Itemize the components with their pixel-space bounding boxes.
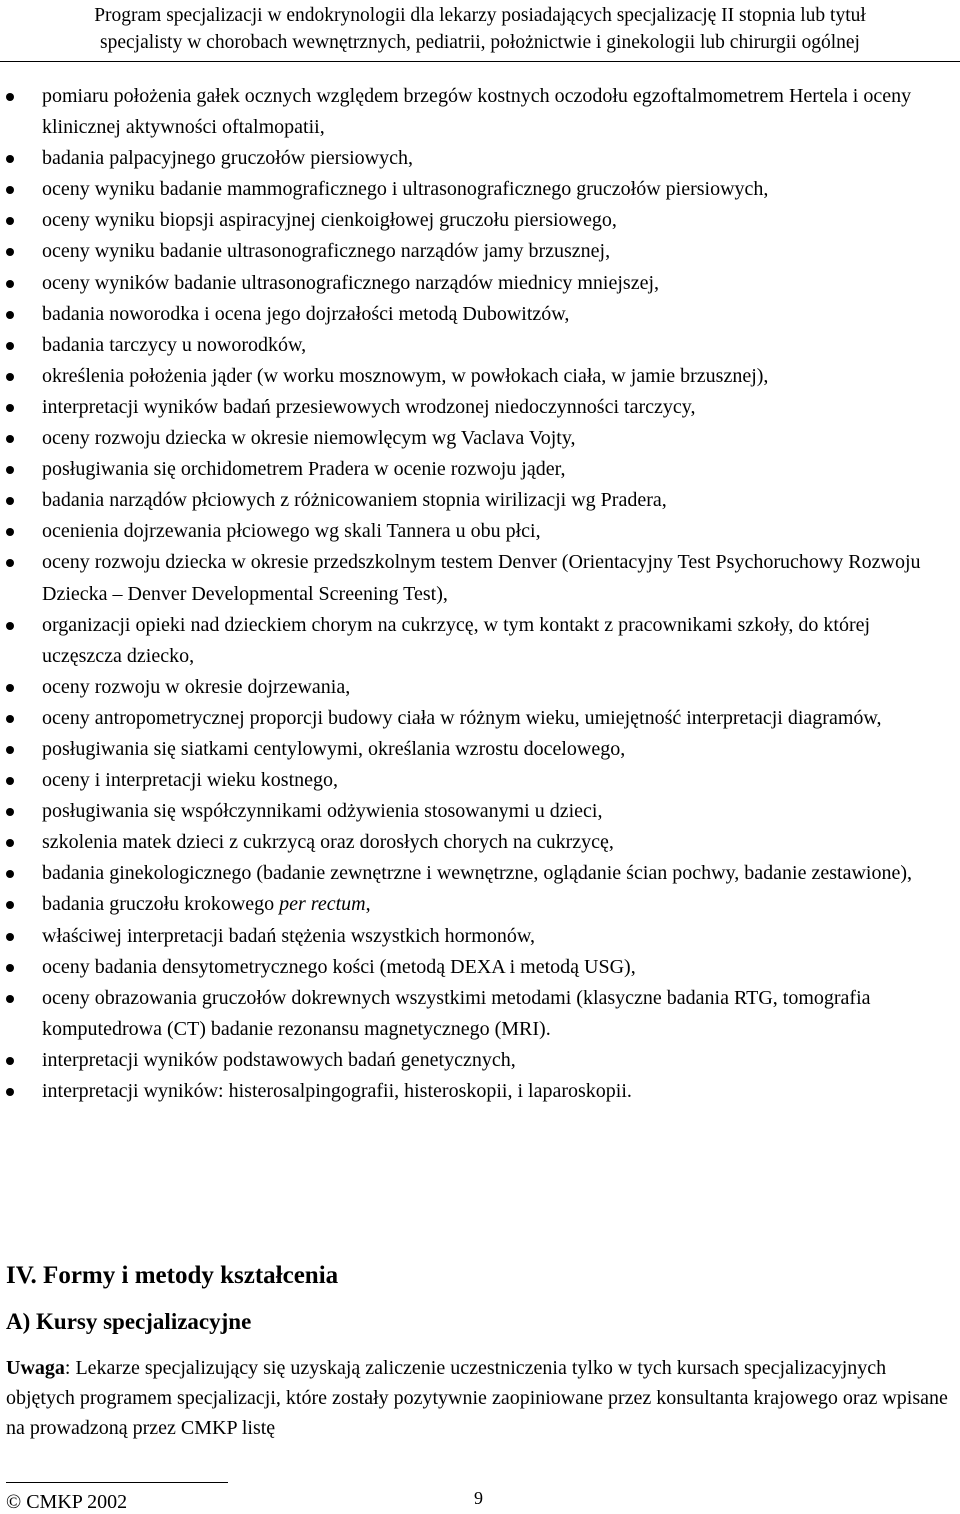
list-item-text <box>42 827 954 858</box>
list-item <box>0 236 960 267</box>
bullet-icon <box>6 933 14 941</box>
list-item-text <box>42 672 954 703</box>
list-item-main-text: oceny badania densytometrycznego kości (metodą DEXA i metodą USG), <box>42 955 636 978</box>
footer-divider <box>6 1482 228 1483</box>
list-item <box>0 672 960 703</box>
list-item-italic-text: per rectum <box>279 893 366 916</box>
list-item-main-text: ocenienia dojrzewania płciowego wg skali Tannera u obu płci, <box>42 520 541 543</box>
bullet-icon <box>6 1088 14 1096</box>
list-item <box>0 361 960 392</box>
bullet-icon <box>6 715 14 723</box>
list-item-main-text: oceny wyniku badanie ultrasonograficznego narządów jamy brzusznej, <box>42 240 611 263</box>
section-heading: IV. Formy i metody kształcenia <box>6 1262 339 1289</box>
bullet-icon <box>6 995 14 1003</box>
list-item <box>0 516 960 547</box>
list-item-main-text: oceny wyniku badanie mammograficznego i ultrasonograficznego gruczołów piersiowych, <box>42 178 769 201</box>
list-item-text <box>42 392 954 423</box>
list-item <box>0 734 960 765</box>
list-item-text <box>42 889 954 920</box>
list-item-main-text: określenia położenia jąder (w worku mosznowym, w powłokach ciała, w jamie brzusznej), <box>42 364 769 387</box>
list-item-text <box>42 330 954 361</box>
list-item-text <box>42 299 954 330</box>
list-item <box>0 423 960 454</box>
list-item <box>0 547 960 609</box>
bullet-icon <box>6 217 14 225</box>
bullet-icon <box>6 559 14 567</box>
list-item <box>0 205 960 236</box>
list-item-text <box>42 547 954 609</box>
note-label: Uwaga <box>6 1357 65 1379</box>
list-item <box>0 796 960 827</box>
list-item-text <box>42 734 954 765</box>
note-text: : Lekarze specjalizujący się uzyskają zaliczenie uczestniczenia tylko w tych kursach specjalizacyjnych objętych programem specjalizacji, które zostały pozytywnie zaopiniowane przez konsultanta krajowego oraz wpisane na prowadzoną przez CMKP listę <box>6 1357 948 1439</box>
list-item-text <box>42 485 954 516</box>
list-item <box>0 330 960 361</box>
page-number: 9 <box>474 1488 483 1508</box>
bullet-icon <box>6 777 14 785</box>
list-item-main-text: szkolenia matek dzieci z cukrzycą oraz dorosłych chorych na cukrzycę, <box>42 831 614 854</box>
list-item-text <box>42 703 954 734</box>
bullet-icon <box>6 684 14 692</box>
list-item-text <box>42 796 954 827</box>
list-item <box>0 1045 960 1076</box>
header-line-1: Program specjalizacji w endokrynologii dla lekarzy posiadających specjalizację II stopnia lub tytuł <box>94 5 866 26</box>
list-item <box>0 392 960 423</box>
list-item <box>0 921 960 952</box>
list-item-text <box>42 454 954 485</box>
bullet-icon <box>6 311 14 319</box>
bullet-icon <box>6 186 14 194</box>
list-item-text <box>42 236 954 267</box>
list-item-text <box>42 983 954 1045</box>
list-item-main-text: oceny rozwoju dziecka w okresie przedszkolnym testem Denver (Orientacyjny Test Psychoruchowy Rozwoju Dziecka – Denver Developmental Screening Test), <box>42 551 921 605</box>
list-item-main-text: oceny antropometrycznej proporcji budowy ciała w różnym wieku, umiejętność interpretacji diagramów, <box>42 706 882 729</box>
header-divider <box>0 61 960 62</box>
header-line-2: specjalisty w chorobach wewnętrznych, pediatrii, położnictwie i ginekologii lub chirurgii ogólnej <box>100 32 860 53</box>
list-item-main-text: badania tarczycy u noworodków, <box>42 333 307 356</box>
list-item <box>0 81 960 143</box>
list-item-main-text: oceny wyników badanie ultrasonograficznego narządów miednicy mniejszej, <box>42 271 660 294</box>
list-item <box>0 983 960 1045</box>
list-item-text <box>42 268 954 299</box>
list-item-text <box>42 921 954 952</box>
bullet-icon <box>6 497 14 505</box>
list-item-main-text: badania gruczołu krokowego <box>42 893 280 916</box>
list-item <box>0 143 960 174</box>
skills-bullet-list <box>0 81 960 1107</box>
page-header <box>0 2 960 56</box>
list-item-main-text: interpretacji wyników: histerosalpingografii, histeroskopii, i laparoskopii. <box>42 1080 632 1102</box>
list-item <box>0 454 960 485</box>
list-item-main-text: pomiaru położenia gałek ocznych względem brzegów kostnych oczodołu egzoftalmometrem Hertela i oceny klinicznej aktywności oftalmopatii, <box>42 85 912 139</box>
list-item-text <box>42 1045 954 1076</box>
bullet-icon <box>6 528 14 536</box>
list-item-main-text: oceny rozwoju dziecka w okresie niemowlęcym wg Vaclava Vojty, <box>42 427 576 450</box>
list-item <box>0 889 960 920</box>
list-item <box>0 174 960 205</box>
list-item <box>0 268 960 299</box>
list-item <box>0 765 960 796</box>
bullet-icon <box>6 746 14 754</box>
bullet-icon <box>6 435 14 443</box>
list-item-text <box>42 81 954 143</box>
list-item-main-text: właściwej interpretacji badań stężenia wszystkich hormonów, <box>42 924 535 947</box>
list-item <box>0 858 960 889</box>
list-item-trailing-text: , <box>365 893 371 916</box>
list-item-text <box>42 143 954 174</box>
list-item-main-text: oceny rozwoju w okresie dojrzewania, <box>42 675 351 698</box>
list-item-main-text: interpretacji wyników podstawowych badań genetycznych, <box>42 1048 516 1071</box>
list-item <box>0 703 960 734</box>
list-item-main-text: badania noworodka i ocena jego dojrzałości metodą Dubowitzów, <box>42 302 570 325</box>
bullet-icon <box>6 964 14 972</box>
list-item-text <box>42 858 954 889</box>
bullet-icon <box>6 839 14 847</box>
list-item-text <box>42 361 954 392</box>
list-item-text <box>42 516 954 547</box>
list-item-main-text: posługiwania się orchidometrem Pradera w ocenie rozwoju jąder, <box>42 458 566 481</box>
list-item <box>0 827 960 858</box>
list-item-text <box>42 174 954 205</box>
bullet-icon <box>6 342 14 350</box>
list-item-main-text: oceny obrazowania gruczołów dokrewnych wszystkimi metodami (klasyczne badania RTG, tomografia komputedrowa (CT) badanie rezonansu magnetycznego (MRI). <box>42 986 871 1040</box>
list-item-text <box>42 765 954 796</box>
list-item-main-text: interpretacji wyników badań przesiewowych wrodzonej niedoczynności tarczycy, <box>42 395 696 418</box>
bullet-icon <box>6 622 14 630</box>
bullet-icon <box>6 404 14 412</box>
list-item-text <box>42 205 954 236</box>
note-paragraph <box>6 1353 956 1443</box>
list-item-main-text: badania narządów płciowych z różnicowaniem stopnia wirilizacji wg Pradera, <box>42 489 667 512</box>
bullet-icon <box>6 901 14 909</box>
list-item <box>0 952 960 983</box>
bullet-icon <box>6 1057 14 1065</box>
list-item <box>0 1076 960 1107</box>
list-item-main-text: organizacji opieki nad dzieckiem chorym na cukrzycę, w tym kontakt z pracownikami szkoły, do której uczęszcza dziecko, <box>42 613 871 667</box>
list-item-text <box>42 1076 954 1107</box>
list-item-main-text: badania palpacyjnego gruczołów piersiowych, <box>42 147 413 170</box>
bullet-icon <box>6 870 14 878</box>
list-item-main-text: posługiwania się siatkami centylowymi, określania wzrostu docelowego, <box>42 737 626 760</box>
bullet-icon <box>6 373 14 381</box>
list-item-text <box>42 423 954 454</box>
bullet-icon <box>6 93 14 101</box>
bullet-icon <box>6 155 14 163</box>
list-item-main-text: badania ginekologicznego (badanie zewnętrzne i wewnętrzne, oglądanie ścian pochwy, badanie zestawione), <box>42 862 912 885</box>
list-item-text <box>42 610 954 672</box>
list-item-main-text: posługiwania się współczynnikami odżywienia stosowanymi u dzieci, <box>42 800 603 823</box>
subsection-heading: A) Kursy specjalizacyjne <box>6 1309 252 1334</box>
list-item <box>0 299 960 330</box>
bullet-icon <box>6 248 14 256</box>
bullet-icon <box>6 280 14 288</box>
list-item-main-text: oceny i interpretacji wieku kostnego, <box>42 769 339 792</box>
list-item-main-text: oceny wyniku biopsji aspiracyjnej cienkoigłowej gruczołu piersiowego, <box>42 209 617 232</box>
bullet-icon <box>6 466 14 474</box>
footer-copyright: © CMKP 2002 <box>6 1491 128 1513</box>
list-item <box>0 610 960 672</box>
list-item <box>0 485 960 516</box>
list-item-text <box>42 952 954 983</box>
bullet-icon <box>6 808 14 816</box>
